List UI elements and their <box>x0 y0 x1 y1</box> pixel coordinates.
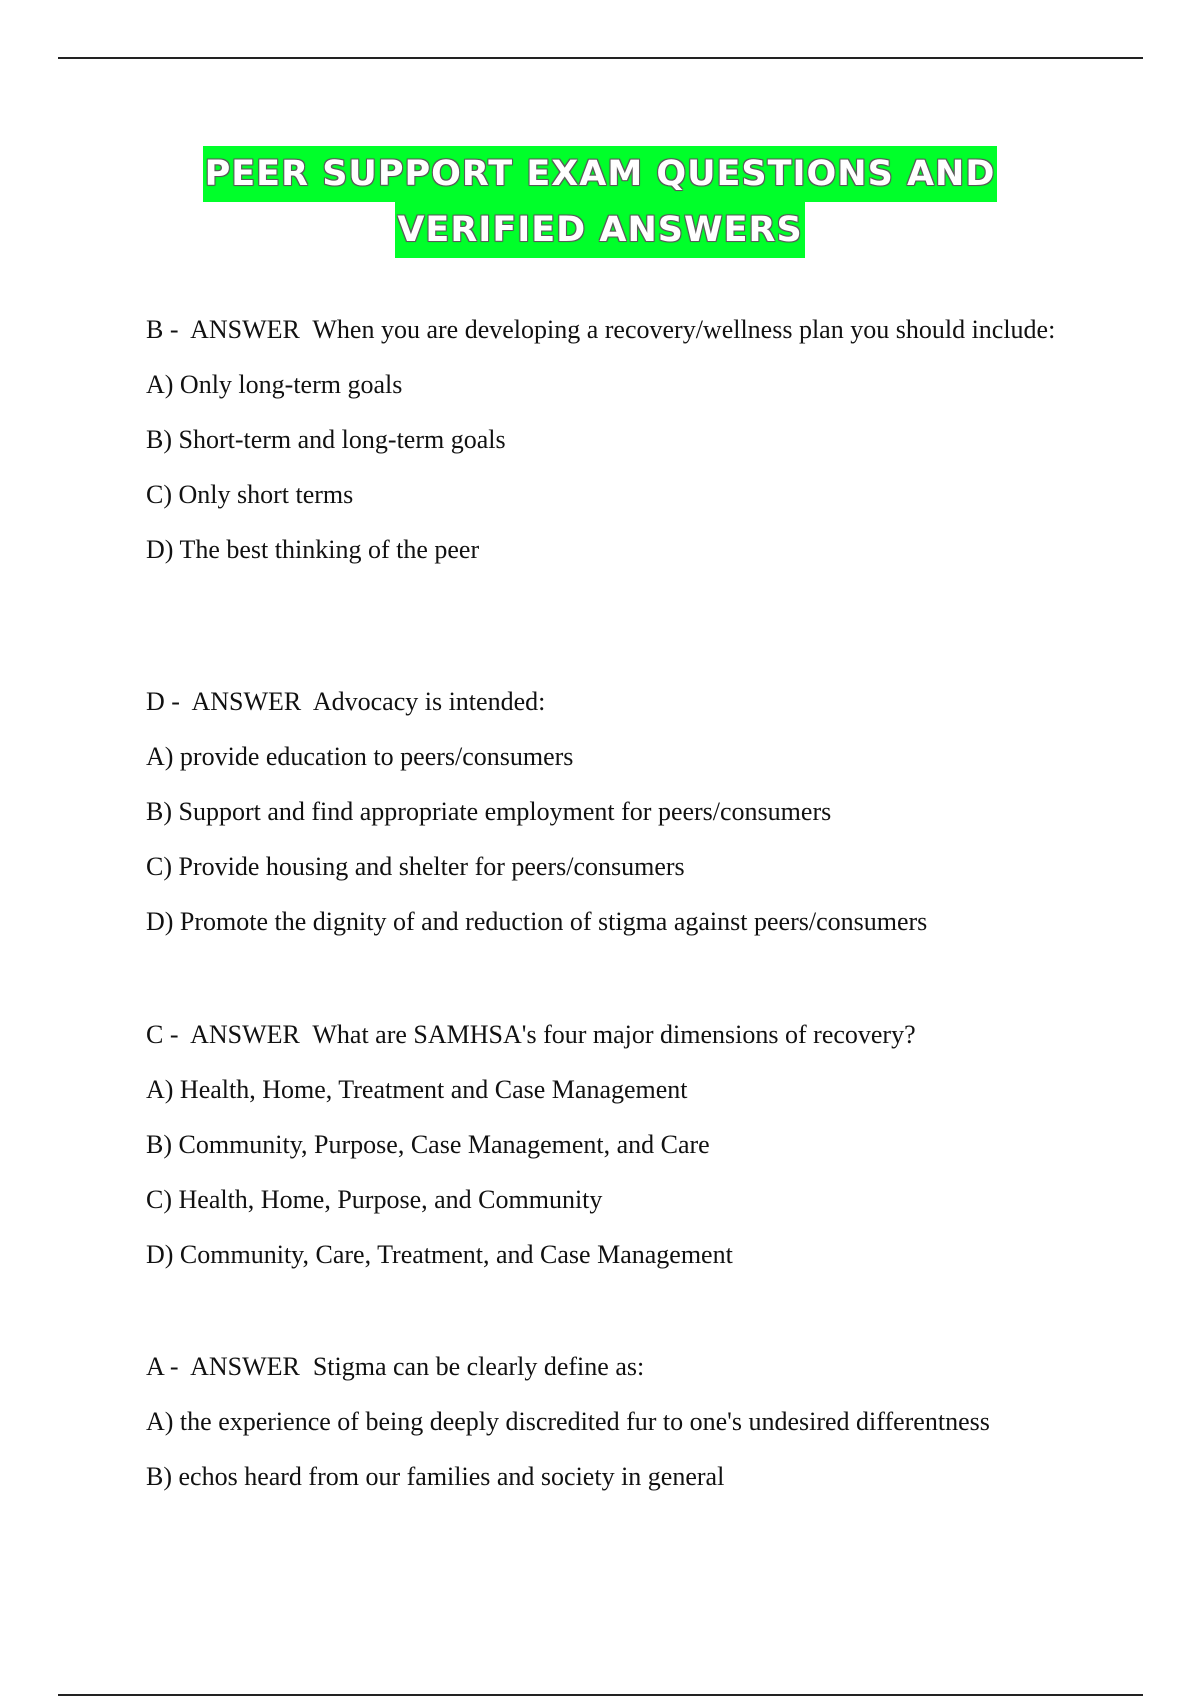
answer-prefix: D - ANSWER <box>146 687 313 716</box>
question-text <box>146 1348 1066 1386</box>
answer-option: A) Health, Home, Treatment and Case Management <box>146 1075 688 1104</box>
answer-option: C) Provide housing and shelter for peers/consumers <box>146 852 685 881</box>
answer-option: D) The best thinking of the peer <box>146 535 480 564</box>
document-title <box>0 146 1200 258</box>
question-text <box>146 311 1066 349</box>
answer-option: C) Only short terms <box>146 480 354 509</box>
header-rule <box>58 57 1143 59</box>
question-text <box>146 1016 1066 1054</box>
answer-option: D) Community, Care, Treatment, and Case Management <box>146 1240 733 1269</box>
question-block <box>146 1348 1066 1513</box>
title-line-1: PEER SUPPORT EXAM QUESTIONS AND <box>203 146 998 202</box>
answer-option: A) the experience of being deeply discredited fur to one's undesired differentness <box>146 1407 990 1436</box>
question-text <box>146 683 1066 721</box>
answer-option: B) Community, Purpose, Case Management, and Care <box>146 1130 710 1159</box>
footer-rule <box>58 1694 1143 1696</box>
answer-option: B) echos heard from our families and society in general <box>146 1462 725 1491</box>
answer-prefix: C - ANSWER <box>146 1020 313 1049</box>
answer-option: B) Support and find appropriate employment for peers/consumers <box>146 797 832 826</box>
question-block <box>146 1016 1066 1291</box>
question-body: Stigma can be clearly define as: <box>312 1352 645 1381</box>
question-body: When you are developing a recovery/wellness plan you should include: <box>312 315 1056 344</box>
question-body: What are SAMHSA's four major dimensions of recovery? <box>312 1020 916 1049</box>
answer-option: A) Only long-term goals <box>146 370 403 399</box>
answer-option: C) Health, Home, Purpose, and Community <box>146 1185 603 1214</box>
answer-prefix: A - ANSWER <box>146 1352 313 1381</box>
question-block <box>146 683 1066 958</box>
answer-option: A) provide education to peers/consumers <box>146 742 574 771</box>
answer-prefix: B - ANSWER <box>146 315 313 344</box>
question-block <box>146 311 1066 586</box>
title-line-2: VERIFIED ANSWERS <box>395 202 804 258</box>
question-body: Advocacy is intended: <box>312 687 546 716</box>
answer-option: D) Promote the dignity of and reduction of stigma against peers/consumers <box>146 907 928 936</box>
answer-option: B) Short-term and long-term goals <box>146 425 506 454</box>
